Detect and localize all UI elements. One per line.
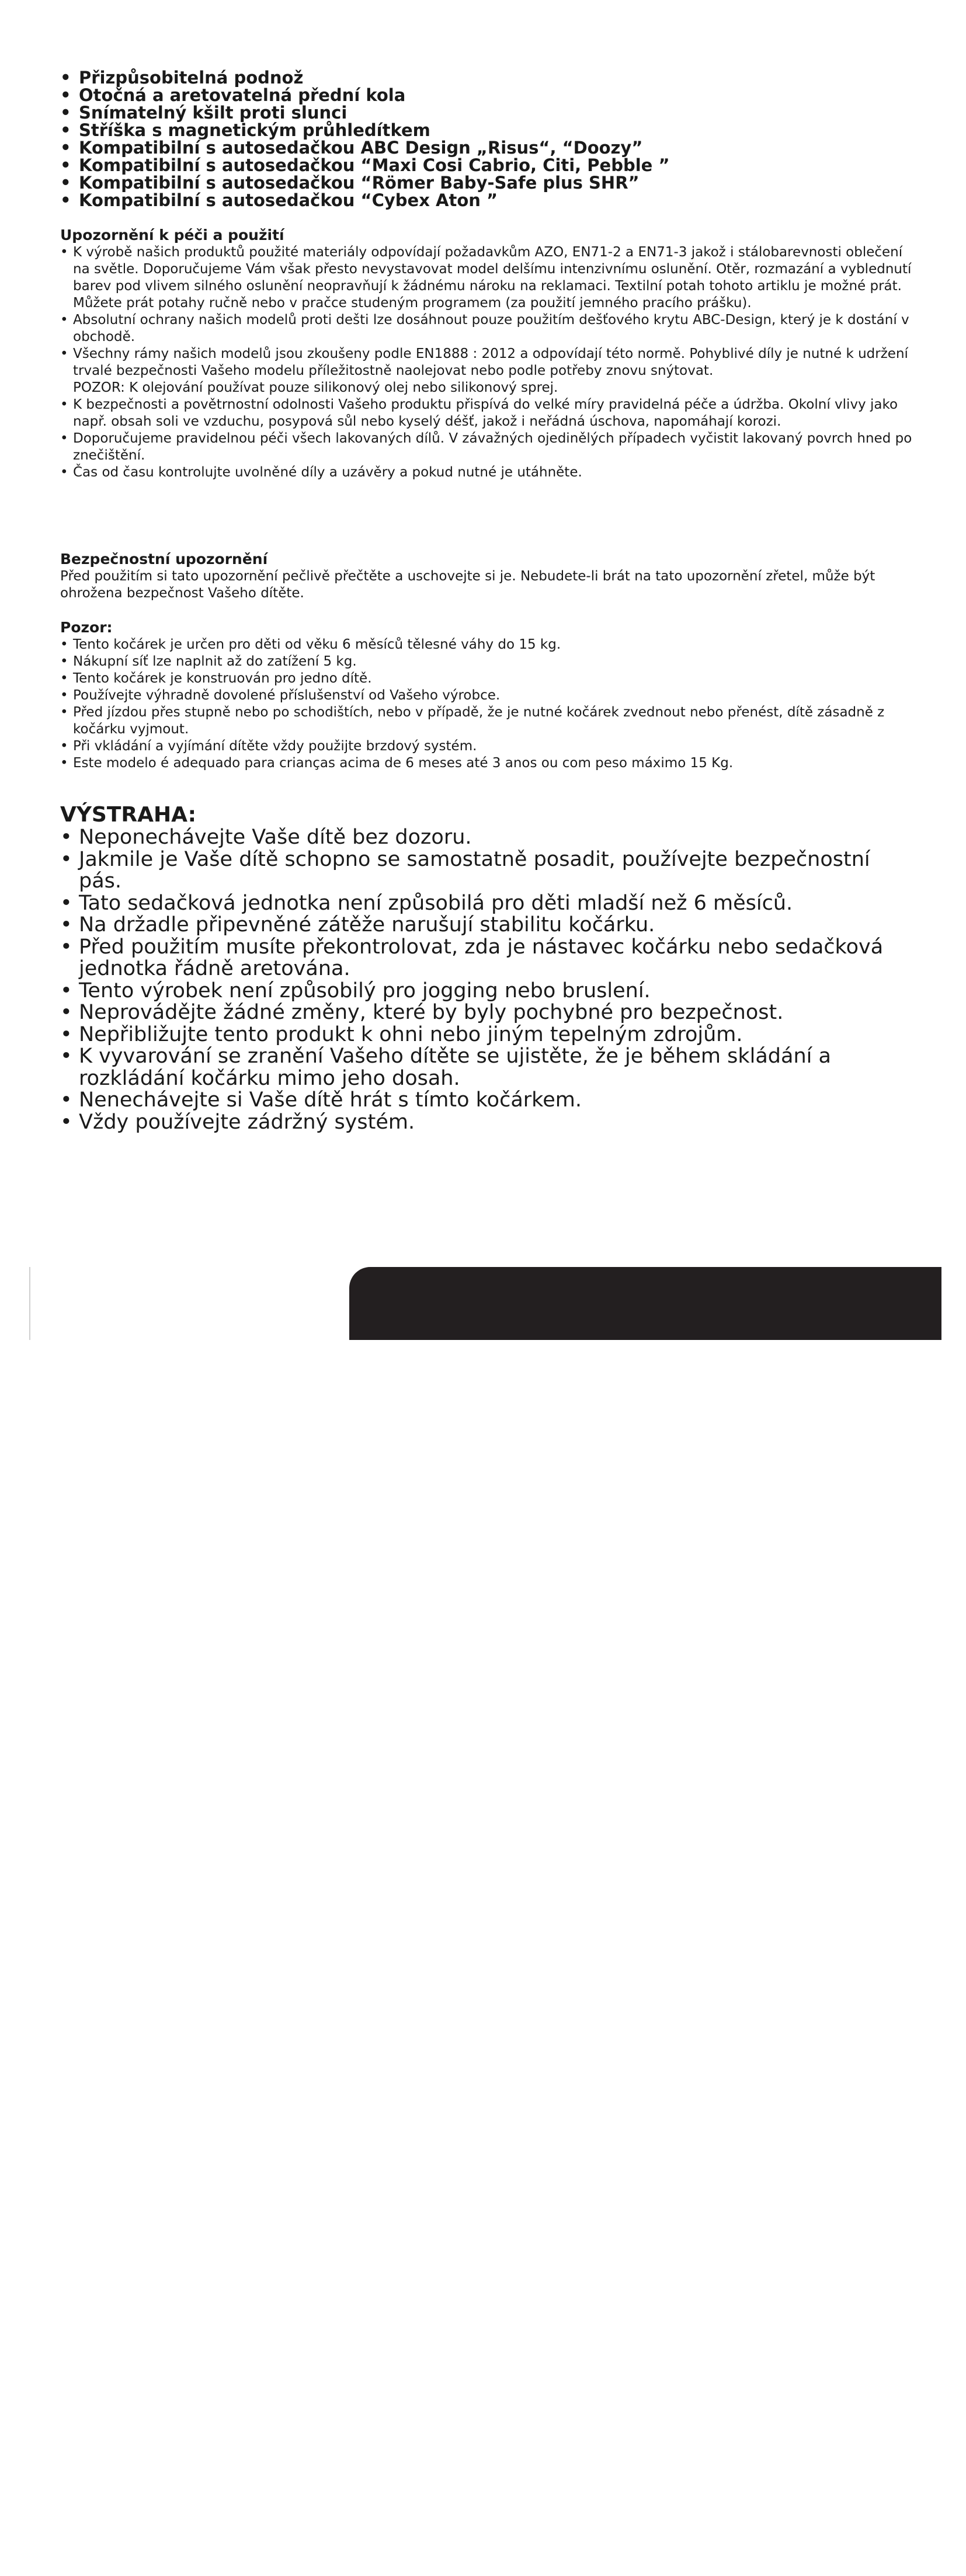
bullet-icon: • — [60, 138, 71, 158]
list-item — [60, 893, 919, 915]
bullet-icon: • — [60, 756, 68, 771]
feature-text: Otočná a aretovatelná přední kola — [79, 85, 406, 105]
list-item — [60, 914, 919, 937]
list-item — [60, 687, 919, 704]
care-text: Všechny rámy našich modelů jsou zkoušeny podle EN1888 : 2012 a odpovídají této normě. Pohyblivé díly je nutné k udržení trvalé bezpečnosti Vašeho modelu příležitostně naolejovat nebo podle potřeby znovu snýtovat. — [73, 346, 908, 378]
list-item — [60, 980, 919, 1002]
caution-text: Este modelo é adequado para crianças acima de 6 meses até 3 anos ou com peso máximo 15 Kg. — [73, 756, 734, 771]
bullet-icon: • — [60, 465, 68, 480]
bullet-icon: • — [60, 1045, 72, 1068]
caution-text: Tento kočárek je konstruován pro jedno dítě. — [73, 671, 372, 686]
bullet-icon: • — [60, 688, 68, 703]
feature-text: Kompatibilní s autosedačkou “Cybex Aton ” — [79, 190, 498, 210]
bullet-icon: • — [60, 1001, 72, 1024]
bullet-icon: • — [60, 431, 68, 446]
bullet-icon: • — [60, 103, 71, 123]
bullet-icon: • — [60, 739, 68, 754]
bullet-icon: • — [60, 1088, 72, 1112]
feature-text: Přizpůsobitelná podnož — [79, 68, 304, 88]
bullet-icon: • — [60, 346, 68, 361]
page-separator: - — [845, 2543, 873, 2574]
list-item — [60, 1002, 919, 1024]
feature-text: Stříška s magnetickým průhledítkem — [79, 120, 430, 140]
warning-text: Vždy používejte zádržný systém. — [79, 1110, 415, 1134]
bullet-icon: • — [60, 705, 68, 720]
warning-text: Neprovádějte žádné změny, které by byly pochybné pro bezpečnost. — [79, 1001, 784, 1024]
care-text: K výrobě našich produktů použité materiály odpovídají požadavkům AZO, EN71-2 a EN71-3 jakož i stálobarevnosti oblečení na světle. Doporučujeme Vám však přesto nevystavovat model delšímu intenzivnímu oslunění. Otěr, rozmazání a vyblednutí barev pod vlivem silného oslunění neopravňují k žádnému nároku na reklamaci. Textilní potah tohoto artiklu je možné prát. Můžete prát potahy ručně nebo v pračce studeným programem (za použití jemného pracího prášku). — [73, 245, 912, 311]
caution-title: Pozor: — [60, 619, 113, 636]
list-item — [60, 704, 919, 738]
safety-text: Před použitím si tato upozornění pečlivě přečtěte a uschovejte si je. Nebudete-li brát na tato upozornění zřetel, může být ohrožena bezpečnost Vašeho dítěte. — [60, 569, 875, 601]
care-text: Absolutní ochrany našich modelů proti dešti lze dosáhnout pouze použitím dešťového krytu ABC-Design, který je k dostání v obchodě. — [73, 312, 909, 344]
list-item — [60, 738, 919, 755]
caution-text: Nákupní síť lze naplnit až do zatížení 5 kg. — [73, 654, 357, 669]
caution-text: Při vkládání a vyjímání dítěte vždy použijte brzdový systém. — [73, 739, 477, 754]
bullet-icon: • — [60, 637, 68, 652]
warning-list — [60, 827, 919, 1133]
bullet-icon: • — [60, 312, 68, 328]
list-item — [60, 104, 889, 121]
bullet-icon: • — [60, 847, 72, 871]
warning-title: VÝSTRAHA: — [60, 803, 197, 827]
bullet-icon: • — [60, 245, 68, 260]
list-item — [60, 1089, 919, 1112]
list-item — [60, 430, 919, 464]
care-text: K bezpečnosti a povětrnostní odolnosti Vašeho produktu přispívá do velké míry pravidelná péče a údržba. Okolní vlivy jako např. obsah soli ve vzduchu, posypová sůl nebo kyselý déšť, jakož i neřádná úschova, napomáhají korozi. — [73, 397, 898, 429]
warning-text: Nenechávejte si Vaše dítě hrát s tímto kočárkem. — [79, 1088, 582, 1112]
list-item — [60, 156, 889, 174]
bullet-icon: • — [60, 85, 71, 105]
list-item — [60, 192, 889, 209]
footer-divider — [29, 1267, 30, 1340]
warning-text: Na držadle připevněné zátěže narušují stabilitu kočárku. — [79, 913, 655, 937]
warning-text: K vyvarování se zranění Vašeho dítěte se ujistěte, že je během skládání a rozkládání kočárku mimo jeho dosah. — [79, 1045, 831, 1090]
caution-text: Tento kočárek je určen pro děti od věku 6 měsíců tělesné váhy do 15 kg. — [73, 637, 561, 652]
list-item — [60, 346, 919, 380]
caution-text: Používejte výhradně dovolené příslušenství od Vašeho výrobce. — [73, 688, 501, 703]
list-item — [60, 139, 889, 156]
bullet-icon: • — [60, 935, 72, 959]
list-item — [60, 244, 919, 312]
feature-text: Kompatibilní s autosedačkou ABC Design „Risus“, “Doozy” — [79, 138, 643, 158]
bullet-icon: • — [60, 671, 68, 686]
list-item — [60, 1024, 919, 1046]
caution-list — [60, 636, 919, 772]
bullet-icon: • — [60, 979, 72, 1002]
list-item — [60, 1046, 919, 1089]
footer-tab — [349, 1267, 941, 2574]
warning-text: Neponechávejte Vaše dítě bez dozoru. — [79, 826, 472, 849]
feature-text: Kompatibilní s autosedačkou “Römer Baby-Safe plus SHR” — [79, 173, 640, 193]
care-list — [60, 244, 919, 481]
feature-list — [60, 69, 889, 209]
list-item — [60, 755, 919, 772]
list-item — [60, 636, 919, 653]
bullet-icon: • — [60, 120, 71, 140]
list-item — [60, 396, 919, 430]
list-item — [60, 849, 919, 893]
page-number-value: 22 — [872, 2543, 906, 2574]
bullet-icon: • — [60, 1022, 72, 1046]
bullet-icon: • — [60, 891, 72, 915]
bullet-icon: • — [60, 913, 72, 937]
list-item — [60, 653, 919, 670]
warning-text: Před použitím musíte překontrolovat, zda je nástavec kočárku nebo sedačková jednotka řádně aretována. — [79, 935, 884, 980]
bullet-icon: • — [60, 826, 72, 849]
list-item — [60, 174, 889, 192]
page-number — [806, 2541, 906, 2576]
care-text: Čas od času kontrolujte uvolněné díly a uzávěry a pokud nutné je utáhněte. — [73, 465, 582, 480]
list-item — [60, 312, 919, 346]
care-title: Upozornění k péči a použití — [60, 227, 284, 243]
caution-text: Před jízdou přes stupně nebo po schodištích, nebo v případě, že je nutné kočárek zvednout nebo přenést, dítě zásadně z kočárku vyjmout. — [73, 705, 885, 737]
caution-section — [60, 619, 919, 772]
care-text: Doporučujeme pravidelnou péči všech lakovaných dílů. V závažných ojedinělých případech vyčistit lakovaný povrch hned po znečištění. — [73, 431, 912, 463]
bullet-icon: • — [60, 1110, 72, 1134]
list-item — [60, 464, 919, 481]
list-item — [60, 827, 919, 849]
safety-section — [60, 551, 919, 602]
bullet-icon: • — [60, 654, 68, 669]
bullet-icon: • — [60, 155, 71, 175]
bullet-icon: • — [60, 68, 71, 88]
care-note — [60, 380, 919, 396]
warning-text: Nepřibližujte tento produkt k ohni nebo jiným tepelným zdrojům. — [79, 1022, 743, 1046]
warning-text: Tento výrobek není způsobilý pro jogging nebo bruslení. — [79, 979, 651, 1002]
language-code: CZ — [806, 2543, 846, 2574]
warning-text: Jakmile je Vaše dítě schopno se samostatně posadit, používejte bezpečnostní pás. — [79, 847, 870, 893]
list-item — [60, 86, 889, 104]
warning-section — [60, 803, 919, 1133]
list-item — [60, 69, 889, 86]
list-item — [60, 121, 889, 139]
bullet-icon: • — [60, 173, 71, 193]
care-note-text: POZOR: K olejování používat pouze silikonový olej nebo silikonový sprej. — [73, 380, 558, 395]
feature-text: Snímatelný kšilt proti slunci — [79, 103, 348, 123]
list-item — [60, 1112, 919, 1134]
care-section — [60, 227, 919, 481]
list-item — [60, 937, 919, 980]
feature-text: Kompatibilní s autosedačkou “Maxi Cosi Cabrio, Citi, Pebble ” — [79, 155, 670, 175]
bullet-icon: • — [60, 397, 68, 412]
bullet-icon: • — [60, 190, 71, 210]
warning-text: Tato sedačková jednotka není způsobilá pro děti mladší než 6 měsíců. — [79, 891, 793, 915]
safety-title: Bezpečnostní upozornění — [60, 551, 268, 568]
list-item — [60, 670, 919, 687]
